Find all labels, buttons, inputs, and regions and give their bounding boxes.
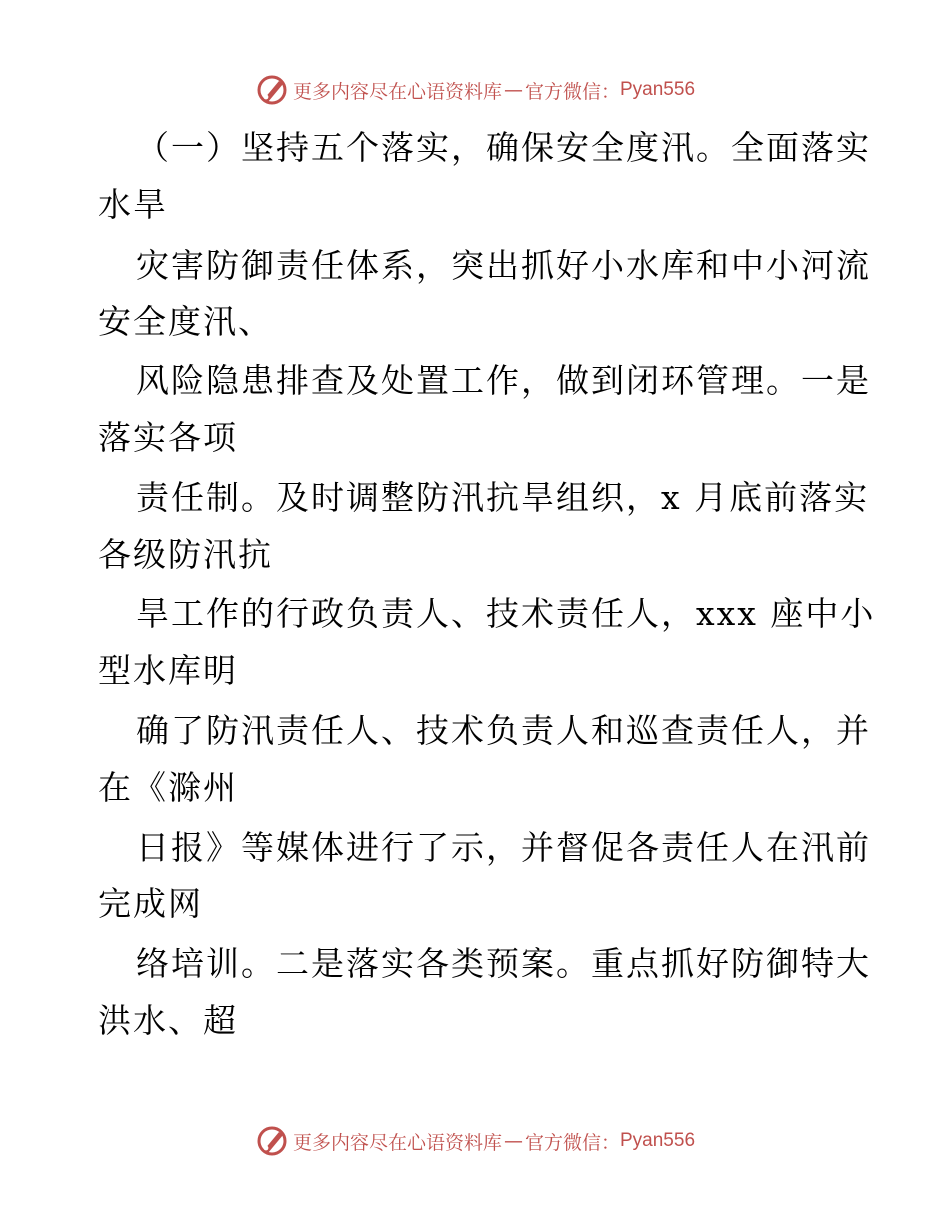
paragraph-line: 型水库明 xyxy=(98,651,238,690)
watermark-site-text: 更多内容尽在心语资料库 xyxy=(292,1131,502,1154)
paragraph-line: 日报》等媒体进行了示，并督促各责任人在汛前 xyxy=(136,828,871,867)
paragraph-line: 水旱 xyxy=(98,185,168,224)
paragraph-line: 确了防汛责任人、技术负责人和巡查责任人，并 xyxy=(136,711,871,750)
watermark-contact-label: 官方微信： xyxy=(524,1131,620,1154)
watermark-dash: — xyxy=(503,79,523,101)
pen-logo-icon xyxy=(255,1124,289,1158)
watermark-contact-id: Pyan556 xyxy=(620,79,696,100)
paragraph-line: 洪水、超 xyxy=(98,1001,238,1040)
paragraph-line: 络培训。二是落实各类预案。重点抓好防御特大 xyxy=(136,944,871,983)
paragraph-line: 各级防汛抗 xyxy=(98,535,273,574)
paragraph-line: 风险隐患排查及处置工作，做到闭环管理。一是 xyxy=(136,361,871,400)
paragraph-line: 落实各项 xyxy=(98,418,238,457)
watermark-site-text: 更多内容尽在心语资料库 xyxy=(292,80,502,103)
paragraph-line: 完成网 xyxy=(98,884,203,923)
paragraph-line: 在《滁州 xyxy=(98,768,238,807)
paragraph-line: 旱工作的行政负责人、技术责任人，xxx 座中小 xyxy=(136,594,876,633)
header-watermark xyxy=(0,72,950,108)
footer-watermark xyxy=(0,1123,950,1159)
watermark-contact-label: 官方微信： xyxy=(524,80,620,103)
watermark-dash: — xyxy=(503,1130,523,1152)
pen-logo-icon xyxy=(255,73,289,107)
paragraph-line: （一）坚持五个落实，确保安全度汛。全面落实 xyxy=(136,128,871,167)
paragraph-line: 安全度汛、 xyxy=(98,302,273,341)
paragraph-line: 灾害防御责任体系，突出抓好小水库和中小河流 xyxy=(136,246,871,285)
watermark-contact-id: Pyan556 xyxy=(620,1130,696,1151)
paragraph-line: 责任制。及时调整防汛抗旱组织，x 月底前落实 xyxy=(136,478,870,517)
